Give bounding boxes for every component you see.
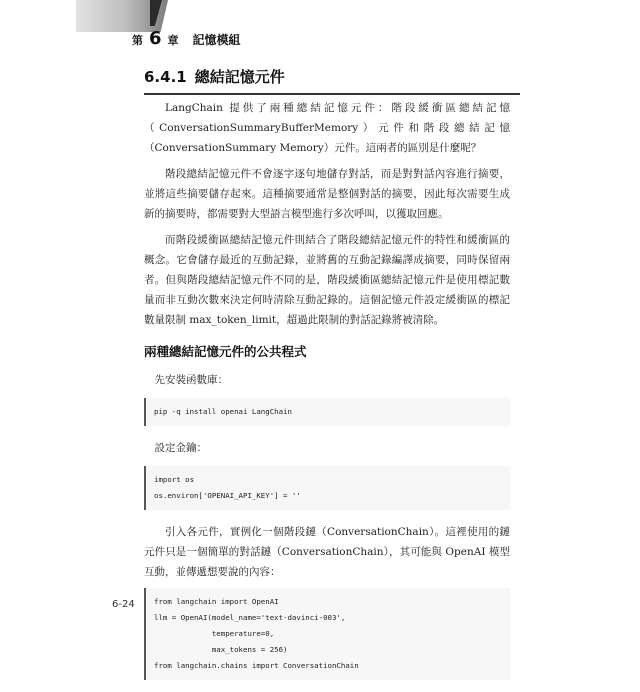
paragraph: 階段總結記憶元件不會逐字逐句地儲存對話，而是對對話內容進行摘要，並將這些摘要儲存起來。這種摘要通常是整個對話的摘要，因此每次需要生成新的摘要時，都需要對大型語言模型進行多次呼叫，以獲取回應。 xyxy=(144,168,510,220)
subheading: 兩種總結記憶元件的公共程式 xyxy=(144,344,307,359)
code-block xyxy=(144,588,510,680)
chapter-prefix: 第 xyxy=(132,34,143,47)
paragraph: LangChain 提供了兩種總結記憶元件：階段緩衝區總結記憶（ConversationSummaryBufferMemory）元件和階段總結記憶（ConversationSummary Memory）元件。這兩者的區別是什麼呢？ xyxy=(144,102,510,154)
paragraph: 而階段緩衝區總結記憶元件則結合了階段總結記憶元件的特性和緩衝區的概念。它會儲存最近的互動記錄，並將舊的互動記錄編譯成摘要，同時保留兩者。但與階段總結記憶元件不同的是，階段緩衝區總結記憶元件是使用標記數量而非互動次數來決定何時清除互動記錄的。這個記憶元件設定緩衝區的標記數量限制 max_token_limit，超過此限制的對話記錄將被清除。 xyxy=(144,234,510,326)
section-number: 6.4.1 xyxy=(144,68,187,86)
code-line: llm = OpenAI(model_name='text-davinci-003', xyxy=(154,613,346,622)
code-line: os.environ['OPENAI_API_KEY'] = '' xyxy=(154,491,301,500)
chapter-title: 記憶模組 xyxy=(192,33,241,47)
step-lead: 設定金鑰： xyxy=(154,442,207,454)
section-title-text: 總結記憶元件 xyxy=(194,68,285,86)
code-block xyxy=(144,398,510,426)
page-content xyxy=(144,98,510,692)
code-block xyxy=(144,466,510,510)
code-line: from langchain.chains import ConversationChain xyxy=(154,661,359,670)
code-line: import os xyxy=(154,475,195,484)
code-line: max_tokens = 256) xyxy=(154,645,288,654)
chapter-suffix: 章 xyxy=(167,34,179,47)
step-lead: 先安裝函數庫： xyxy=(154,374,228,386)
code-line: temperature=0, xyxy=(154,629,275,638)
code-line: pip -q install openai LangChain xyxy=(154,407,292,416)
chapter-header xyxy=(132,28,241,49)
chapter-number: 6 xyxy=(149,28,162,49)
section-title xyxy=(144,66,520,95)
paragraph: 引入各元件，實例化一個階段鏈（ConversationChain）。這裡使用的鏈元件只是一個簡單的對話鏈（ConversationChain），其可能與 OpenAI 模型互動，並傳遞想要說的內容： xyxy=(144,526,510,578)
code-line: from langchain import OpenAI xyxy=(154,597,279,606)
page-number: 6-24 xyxy=(112,599,135,610)
